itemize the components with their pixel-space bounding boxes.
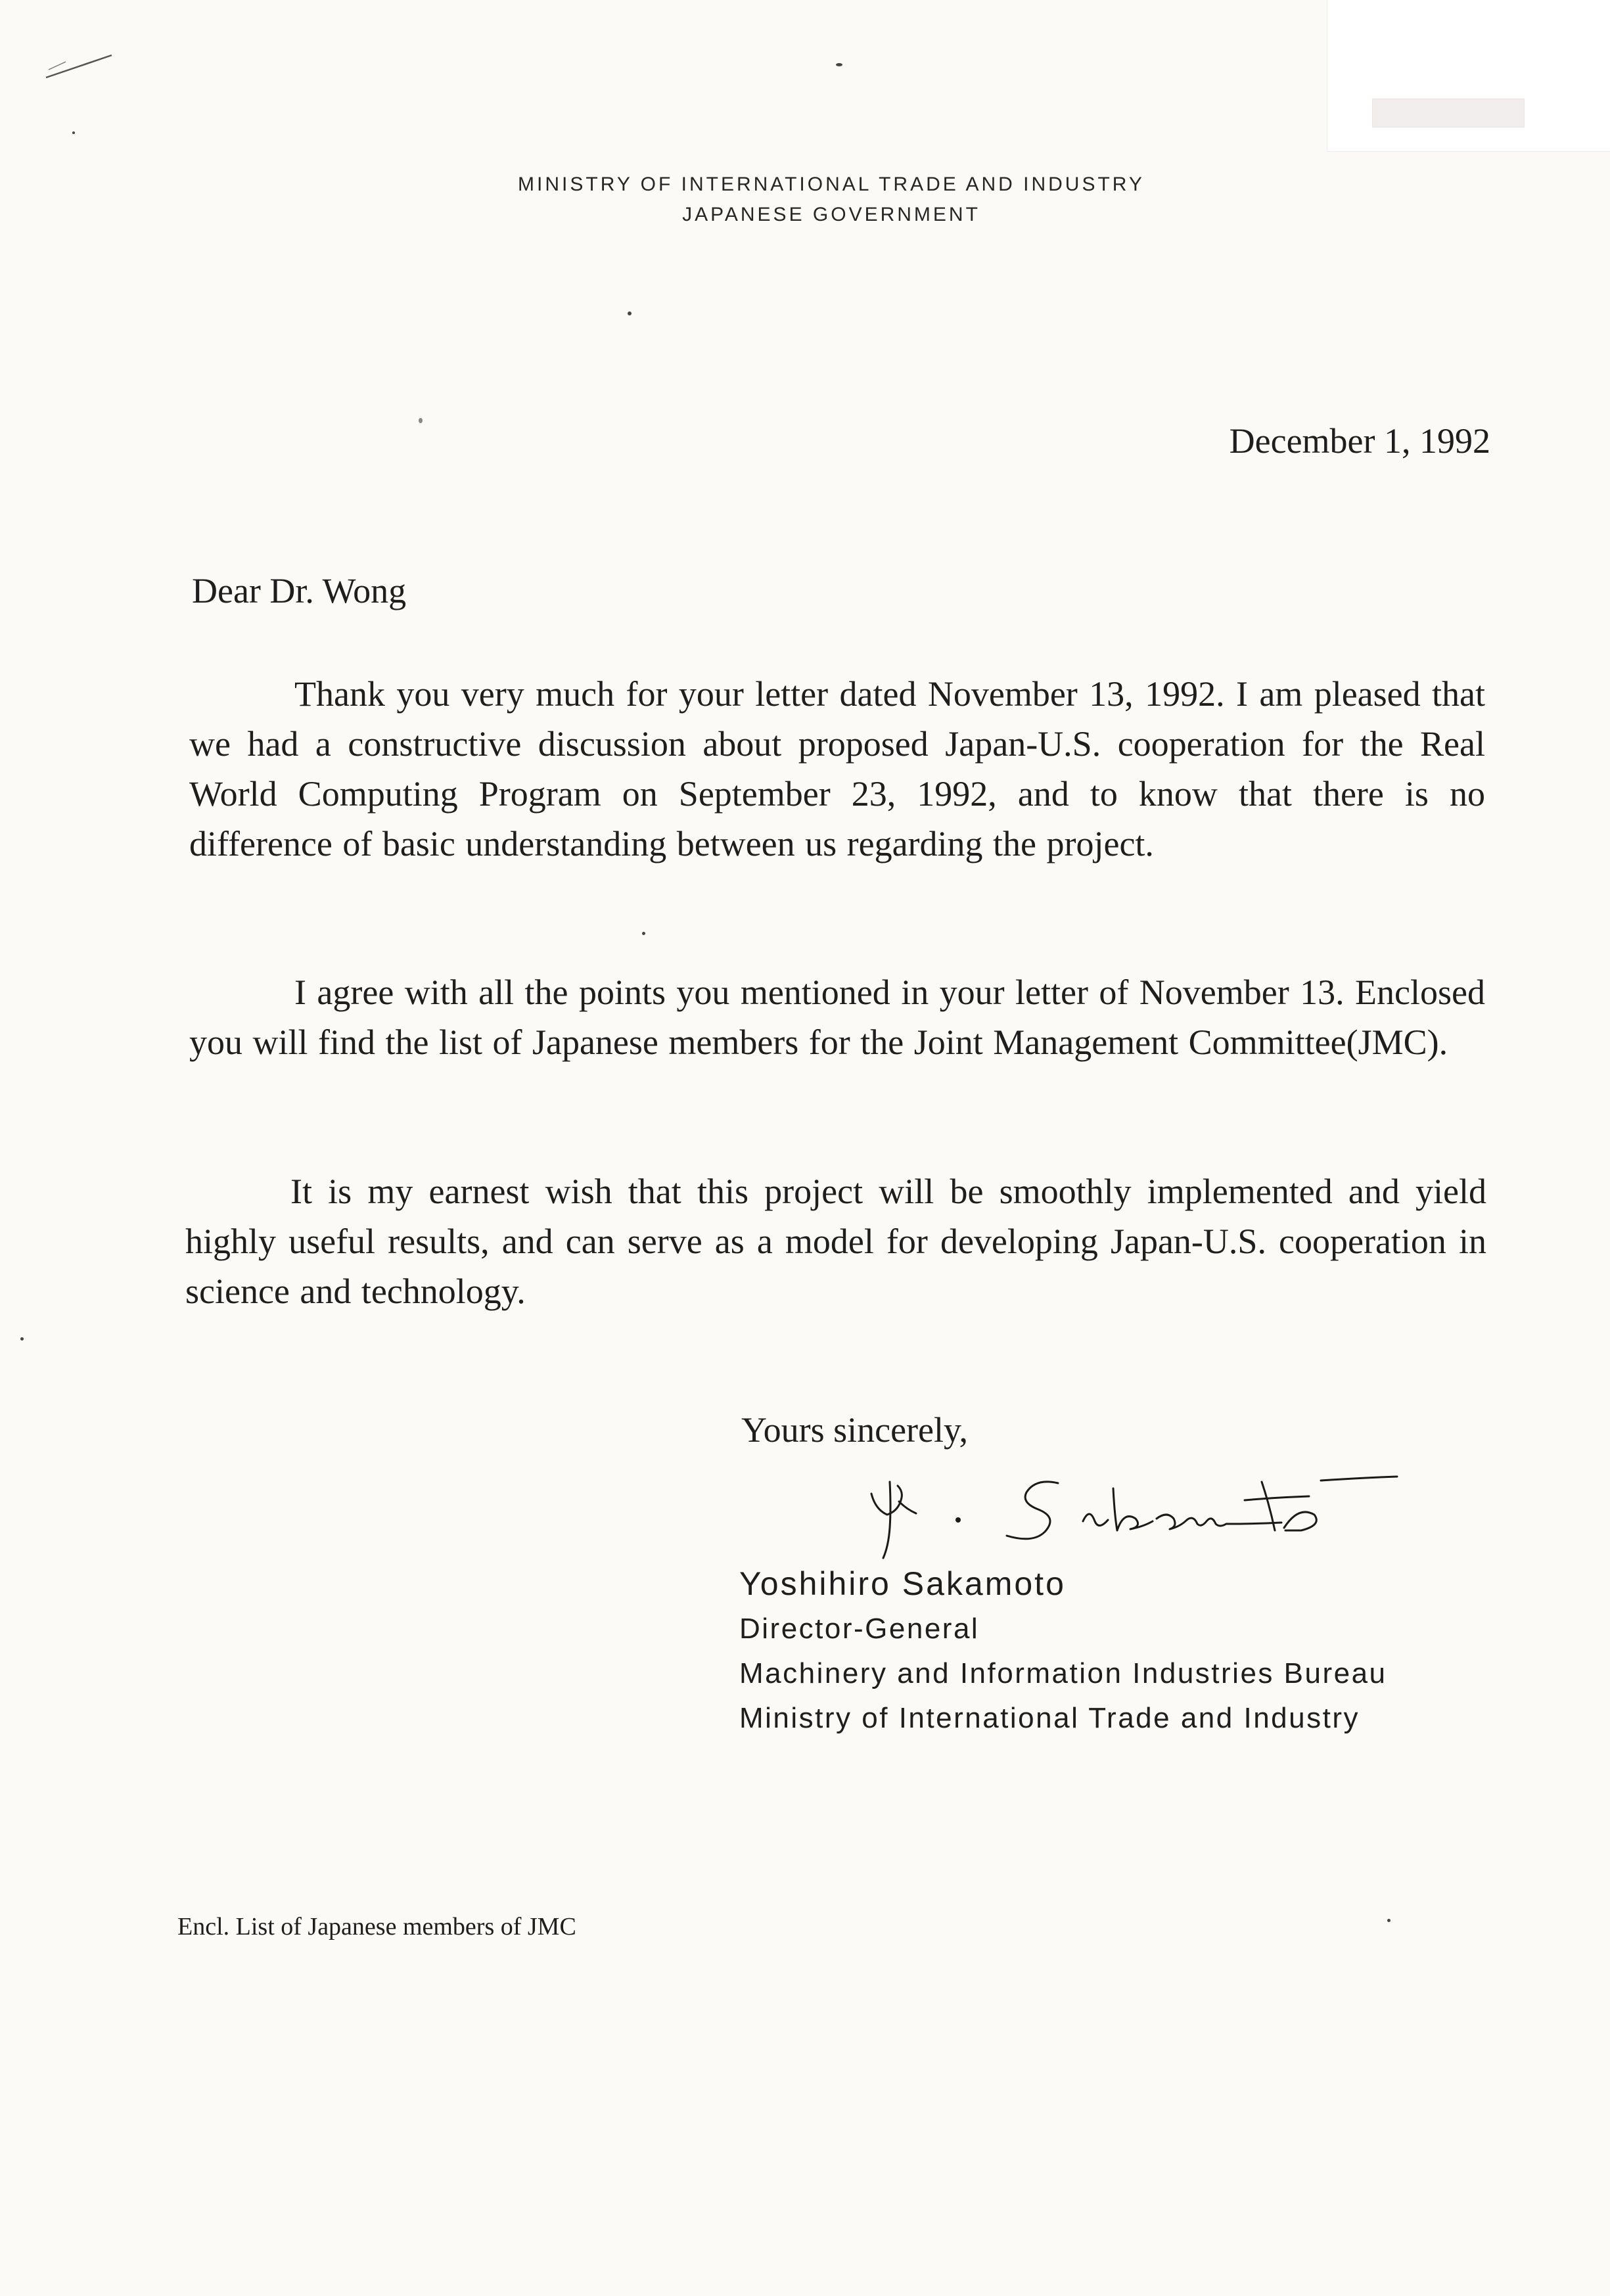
signatory-bureau: Machinery and Information Industries Bureau bbox=[739, 1657, 1387, 1689]
signature-strokes bbox=[861, 1462, 1400, 1561]
signature-block bbox=[739, 1561, 1387, 1741]
scan-scratch-mark bbox=[39, 46, 118, 85]
scan-speck bbox=[642, 932, 645, 935]
body-paragraph-3: It is my earnest wish that this project will be smoothly implemented and yield highly useful results, and can serve as a model for developing Japan-U.S. cooperation in science and technology. bbox=[185, 1172, 1486, 1311]
scan-speck bbox=[628, 311, 632, 315]
handwritten-signature bbox=[861, 1462, 1400, 1564]
signatory-title: Director-General bbox=[739, 1613, 980, 1645]
enclosure-note: Encl. List of Japanese members of JMC bbox=[177, 1913, 576, 1940]
letterhead bbox=[0, 170, 1610, 230]
corner-label-area bbox=[1327, 0, 1610, 152]
scan-speck bbox=[836, 63, 842, 66]
scan-speck bbox=[1387, 1919, 1391, 1922]
signatory-name: Yoshihiro Sakamoto bbox=[739, 1565, 1066, 1602]
letterhead-ministry: MINISTRY OF INTERNATIONAL TRADE AND INDUSTRY bbox=[518, 173, 1145, 195]
letterhead-government: JAPANESE GOVERNMENT bbox=[682, 204, 980, 225]
salutation: Dear Dr. Wong bbox=[192, 571, 407, 610]
letter-date: December 1, 1992 bbox=[1229, 421, 1490, 461]
scan-speck bbox=[20, 1337, 24, 1341]
signatory-ministry: Ministry of International Trade and Industry bbox=[739, 1702, 1360, 1734]
body-paragraph-2: I agree with all the points you mentioned in your letter of November 13. Enclosed you will find the list of Japanese members for the Joint Management Committee(JMC). bbox=[189, 973, 1485, 1062]
scan-speck bbox=[72, 131, 75, 134]
closing: Yours sincerely, bbox=[741, 1410, 968, 1450]
scan-speck bbox=[419, 418, 423, 423]
archive-stamp bbox=[1372, 99, 1525, 127]
body-paragraph-1: Thank you very much for your letter dated November 13, 1992. I am pleased that we had a constructive discussion about proposed Japan-U.S. cooperation for the Real World Computing Program on September 23, 1992, and to know that there is no difference of basic understanding between us regarding the project. bbox=[189, 674, 1485, 863]
